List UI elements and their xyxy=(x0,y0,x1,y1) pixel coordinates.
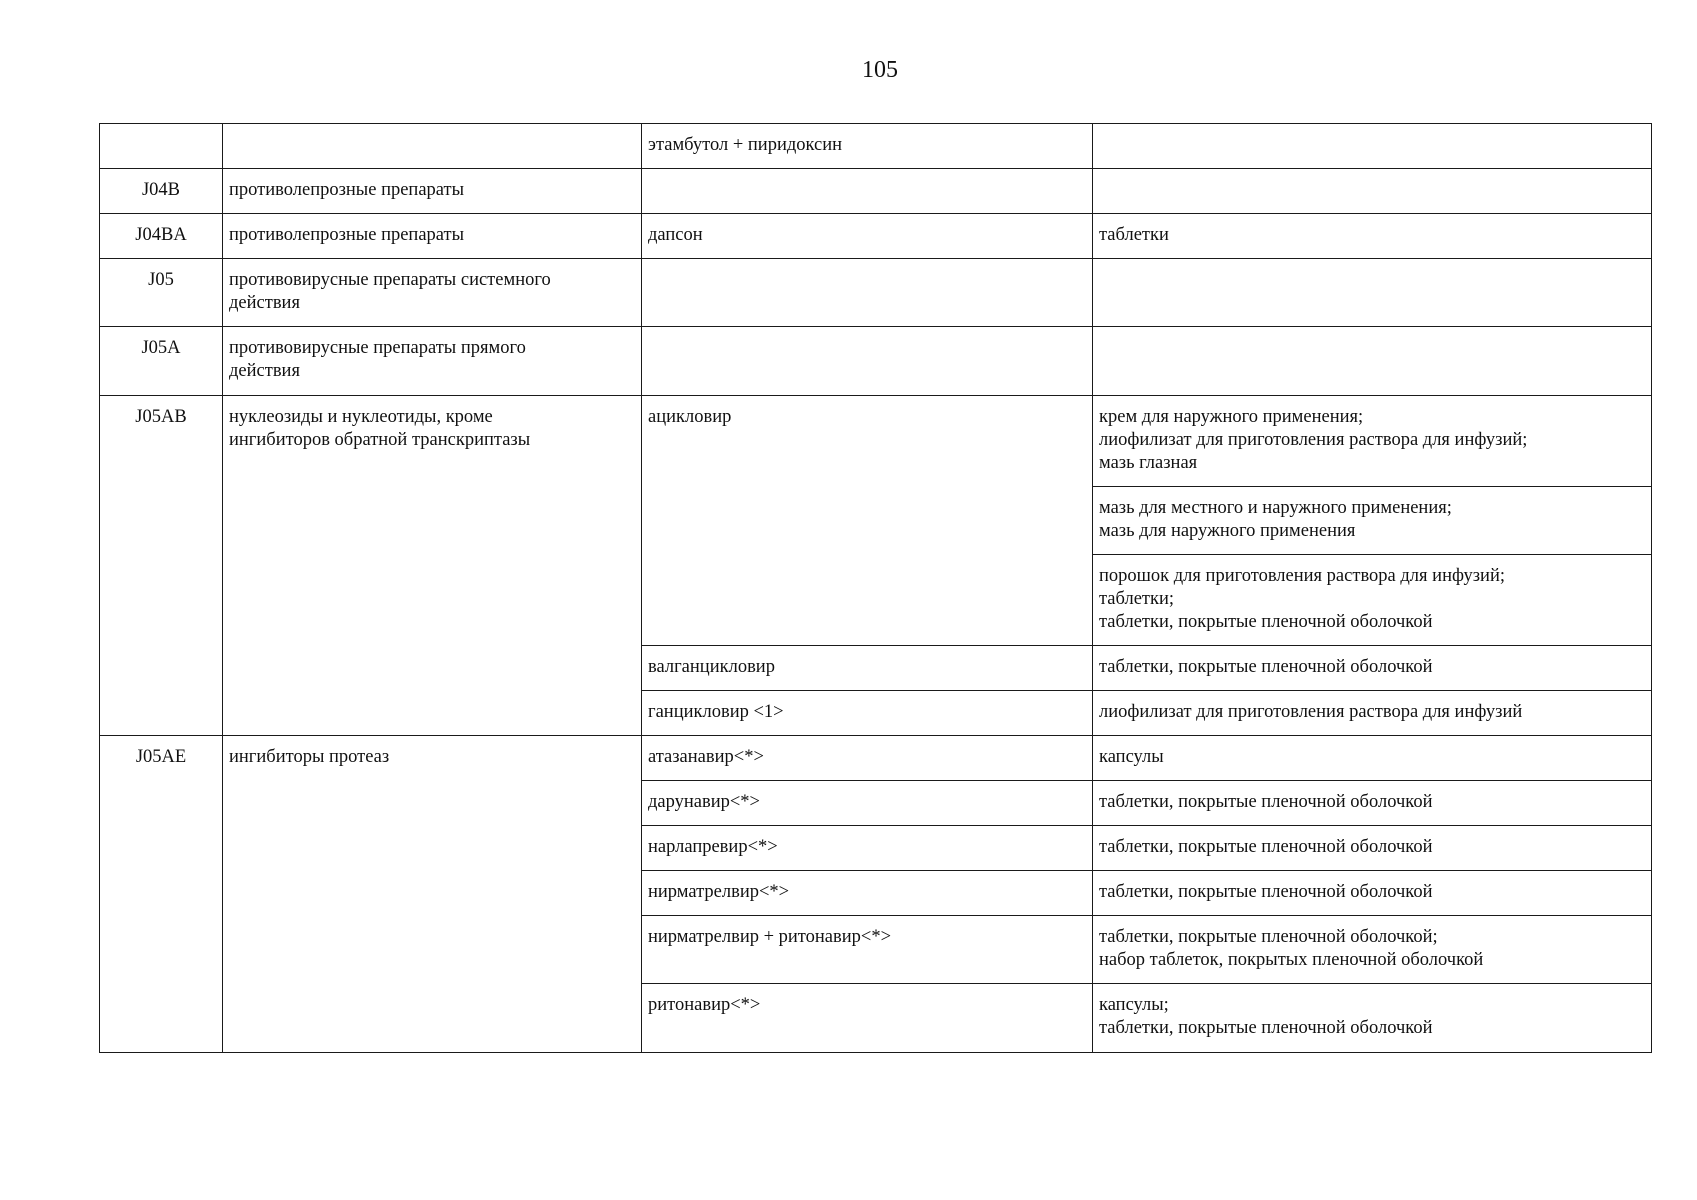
drug-name: нарлапревир<*> xyxy=(642,826,1093,871)
table-row xyxy=(100,259,1652,327)
atc-code xyxy=(100,124,223,169)
drug-name: нирматрелвир + ритонавир<*> xyxy=(642,916,1093,984)
atc-code: J05AE xyxy=(100,736,223,1053)
drug-name: нирматрелвир<*> xyxy=(642,871,1093,916)
dosage-form xyxy=(1093,169,1652,214)
drug-name: атазанавир<*> xyxy=(642,736,1093,781)
atc-group: противовирусные препараты системного действия xyxy=(223,259,642,327)
dosage-form: таблетки, покрытые пленочной оболочкой xyxy=(1093,826,1652,871)
dosage-form: порошок для приготовления раствора для инфузий; таблетки; таблетки, покрытые пленочной оболочкой xyxy=(1093,555,1652,646)
dosage-form: таблетки, покрытые пленочной оболочкой; набор таблеток, покрытых пленочной оболочкой xyxy=(1093,916,1652,984)
atc-code: J05AB xyxy=(100,396,223,736)
table-row xyxy=(100,169,1652,214)
drug-name: дапсон xyxy=(642,214,1093,259)
drug-name xyxy=(642,259,1093,327)
atc-group xyxy=(223,124,642,169)
drug-name xyxy=(642,327,1093,396)
table-row xyxy=(100,396,1652,487)
page-number: 105 xyxy=(862,57,898,83)
atc-group: нуклеозиды и нуклеотиды, кроме ингибиторов обратной транскриптазы xyxy=(223,396,642,736)
dosage-form: капсулы; таблетки, покрытые пленочной оболочкой xyxy=(1093,984,1652,1053)
dosage-form: таблетки, покрытые пленочной оболочкой xyxy=(1093,781,1652,826)
drug-name: ганцикловир <1> xyxy=(642,691,1093,736)
dosage-form: таблетки, покрытые пленочной оболочкой xyxy=(1093,646,1652,691)
table-row xyxy=(100,124,1652,169)
drug-name xyxy=(642,169,1093,214)
atc-code: J05 xyxy=(100,259,223,327)
dosage-form: мазь для местного и наружного применения; мазь для наружного применения xyxy=(1093,487,1652,555)
table-row xyxy=(100,327,1652,396)
drug-name: валганцикловир xyxy=(642,646,1093,691)
dosage-form: крем для наружного применения; лиофилизат для приготовления раствора для инфузий; мазь глазная xyxy=(1093,396,1652,487)
drug-name: ритонавир<*> xyxy=(642,984,1093,1053)
drug-name: этамбутол + пиридоксин xyxy=(642,124,1093,169)
drug-name: дарунавир<*> xyxy=(642,781,1093,826)
dosage-form xyxy=(1093,259,1652,327)
table-row xyxy=(100,214,1652,259)
atc-code: J05A xyxy=(100,327,223,396)
table-row xyxy=(100,736,1652,781)
dosage-form: лиофилизат для приготовления раствора для инфузий xyxy=(1093,691,1652,736)
atc-group: противовирусные препараты прямого действия xyxy=(223,327,642,396)
atc-group: противолепрозные препараты xyxy=(223,214,642,259)
dosage-form: таблетки, покрытые пленочной оболочкой xyxy=(1093,871,1652,916)
dosage-form xyxy=(1093,327,1652,396)
drug-name: ацикловир xyxy=(642,396,1093,646)
dosage-form: капсулы xyxy=(1093,736,1652,781)
atc-group: противолепрозные препараты xyxy=(223,169,642,214)
dosage-form: таблетки xyxy=(1093,214,1652,259)
atc-code: J04BA xyxy=(100,214,223,259)
atc-group: ингибиторы протеаз xyxy=(223,736,642,1053)
dosage-form xyxy=(1093,124,1652,169)
drug-table xyxy=(99,123,1652,1053)
atc-code: J04B xyxy=(100,169,223,214)
